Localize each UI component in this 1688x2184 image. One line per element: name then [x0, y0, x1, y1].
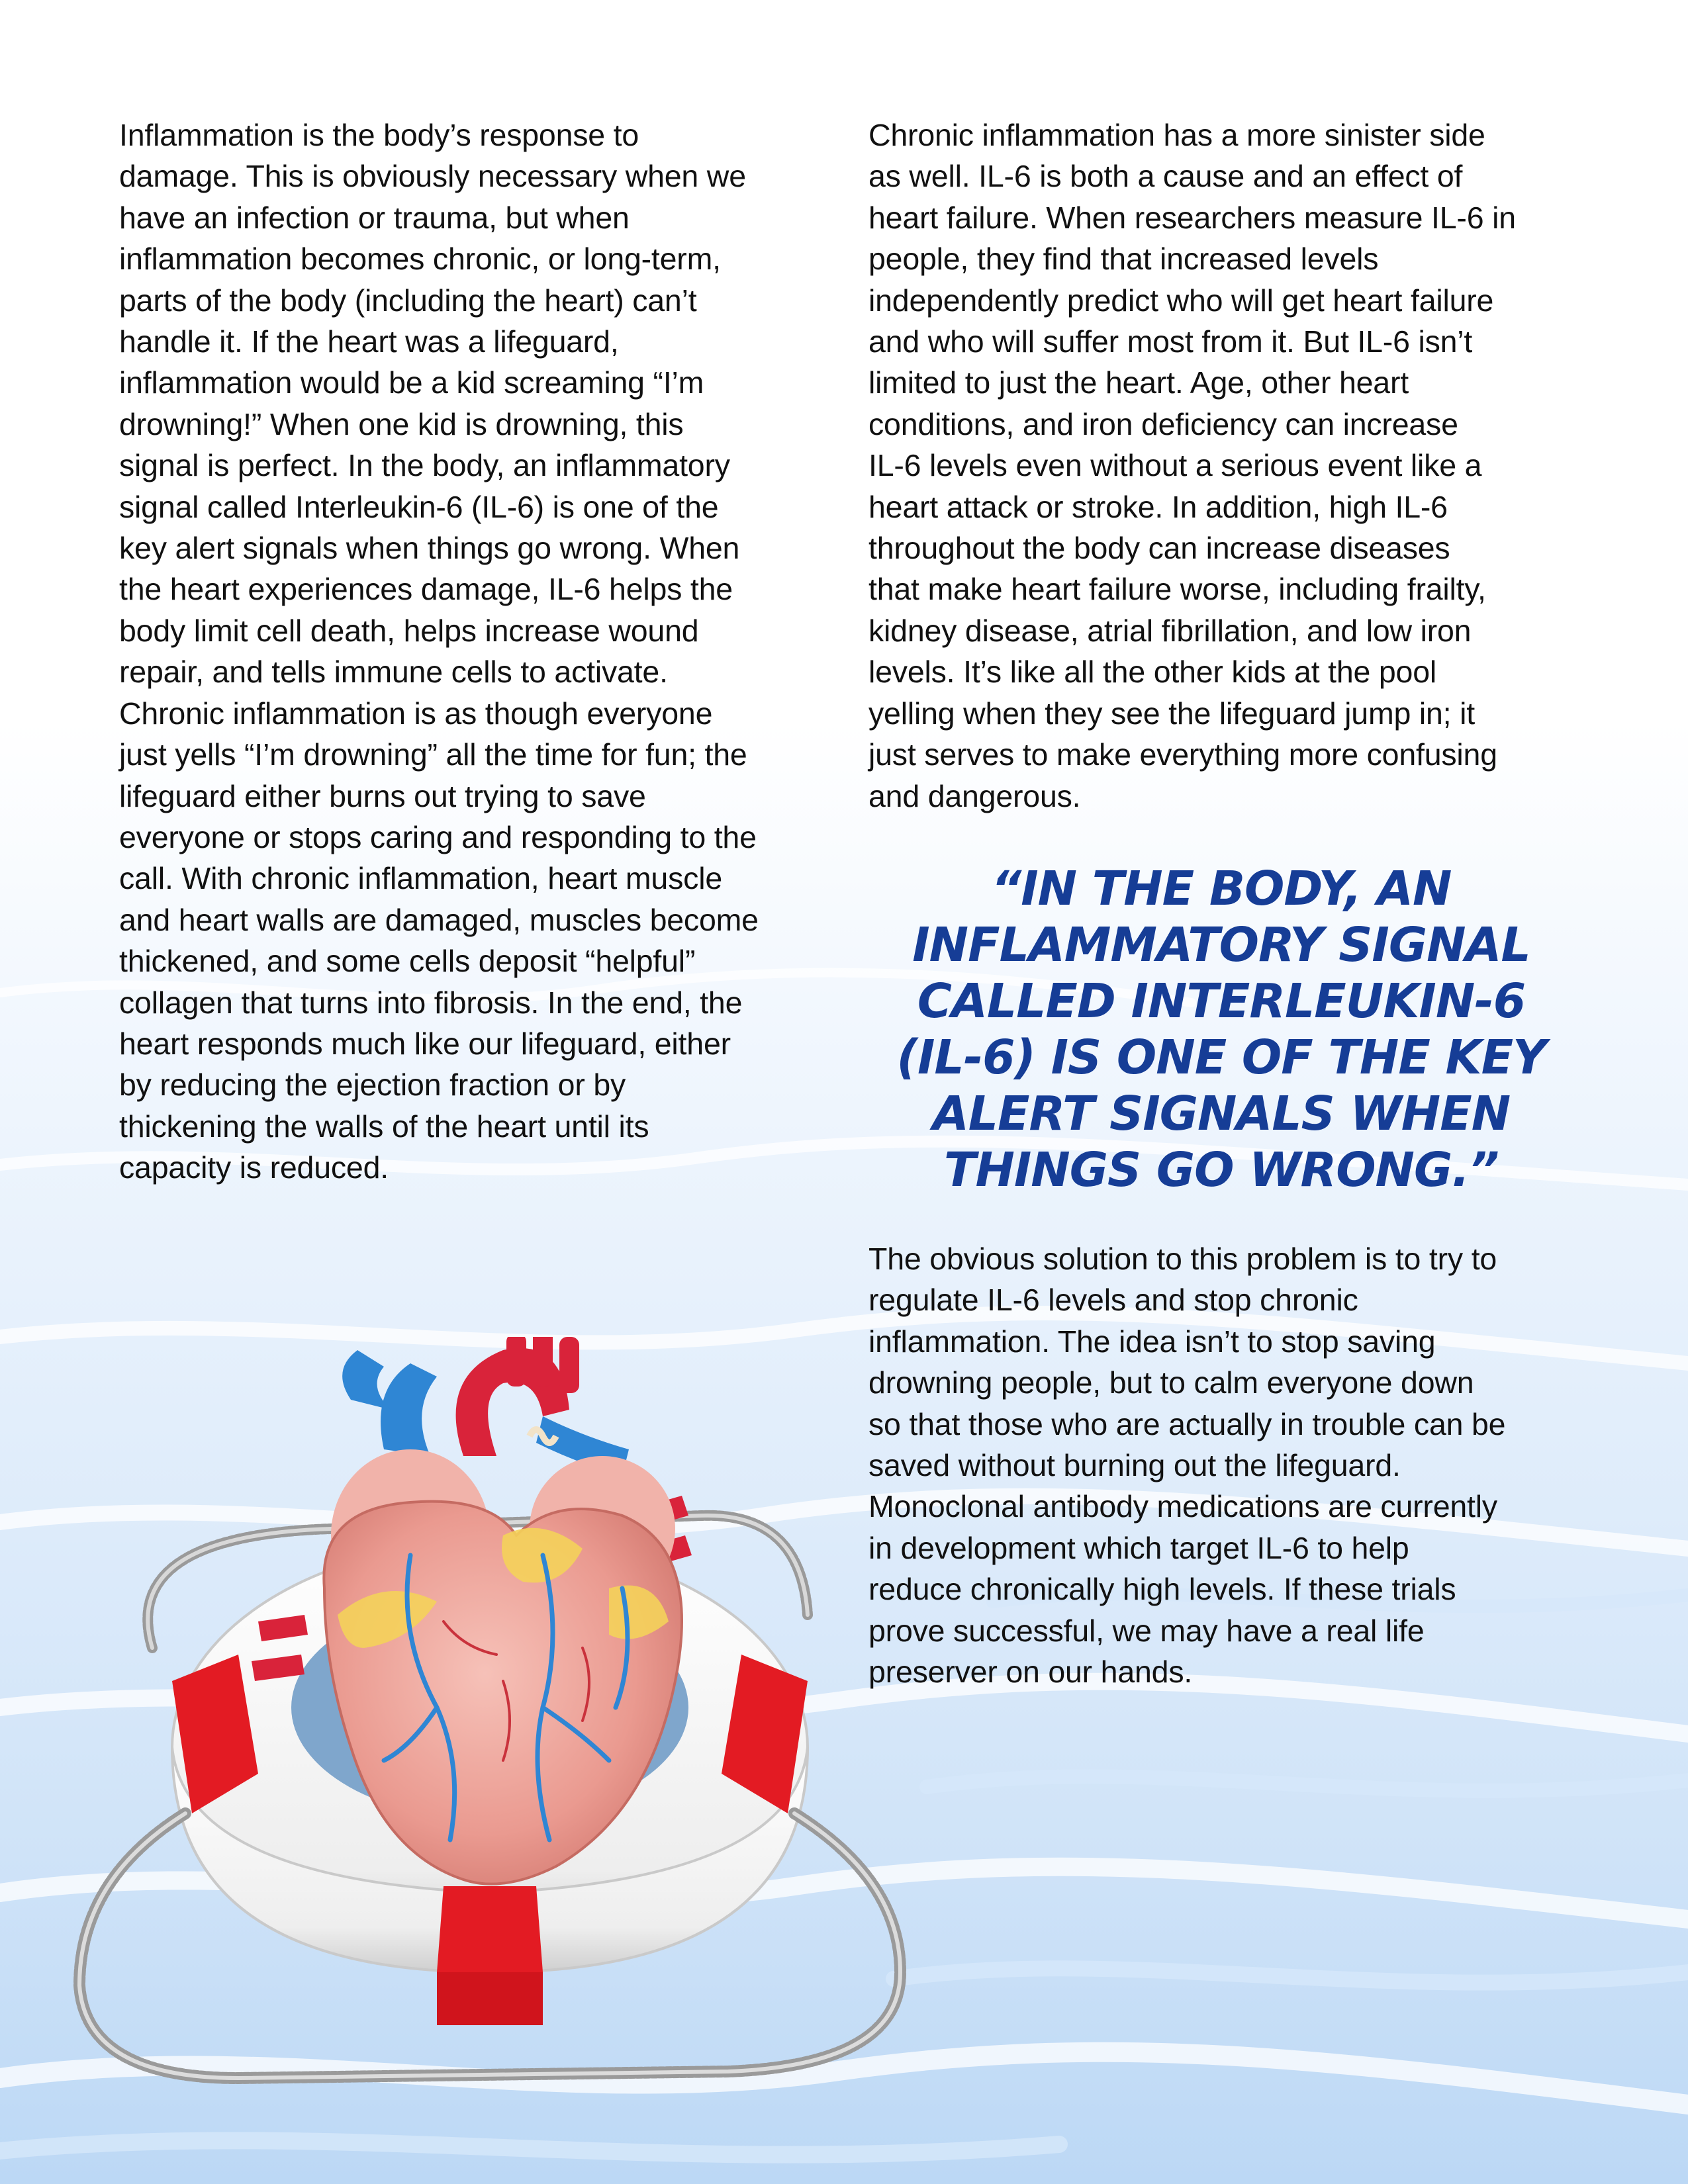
heart-in-life-buoy-icon: [40, 1337, 953, 2098]
article-left-column: Inflammation is the body’s response to damage. This is obviously necessary when we have an infection or trauma, but when inflammation becomes chronic, or long-term, parts of the body (including the heart) can’t handle it. If the heart was a lifeguard, inflammation would be a kid screaming “I’m drowning!” When one kid is drowning, this signal is perfect. In the body, an inflammatory signal called Interleukin-6 (IL-6) is one of the key alert signals when things go wrong. When the heart experiences damage, IL-6 helps the body limit cell death, helps increase wound repair, and tells immune cells to activate. Chronic inflammation is as though everyone just yells “I’m drowning” all the time for fun; the lifeguard either burns out trying to save everyone or stops caring and responding to the call. With chronic inflammation, heart muscle and heart walls are damaged, muscles become thickened, and some cells deposit “helpful” collagen that turns into fibrosis. In the end, the heart responds much like our lifeguard, either by reducing the ejection fraction or by thickening the walls of the heart until its capacity is reduced.: [119, 118, 759, 1185]
article-right-column-top: Chronic inflammation has a more sinister side as well. IL-6 is both a cause and an effect of heart failure. When researchers measure IL-6 in people, they find that increased levels independently predict who will get heart failure and who will suffer most from it. But IL-6 isn’t limited to just the heart. Age, other heart conditions, and iron deficiency can increase IL-6 levels even without a serious event like a heart attack or stroke. In addition, high IL-6 throughout the body can increase diseases that make heart failure worse, including frailty, kidney disease, atrial fibrillation, and low iron levels. It’s like all the other kids at the pool yelling when they see the lifeguard jump in; it just serves to make everything more confusing and dangerous.: [868, 118, 1516, 813]
pull-quote: “IN THE BODY, AN INFLAMMATORY SIGNAL CALLED INTERLEUKIN-6 (IL-6) IS ONE OF THE KEY ALERT SIGNALS WHEN THINGS GO WRONG.”: [896, 861, 1546, 1197]
article-right-column-bottom: The obvious solution to this problem is to try to regulate IL-6 levels and stop chronic inflammation. The idea isn’t to stop saving drowning people, but to calm everyone down so that those who are actually in trouble can be saved without burning out the lifeguard. Monoclonal antibody medications are currently in development which target IL-6 to help reduce chronically high levels. If these trials prove successful, we may have a real life preserver on our hands.: [868, 1242, 1506, 1690]
